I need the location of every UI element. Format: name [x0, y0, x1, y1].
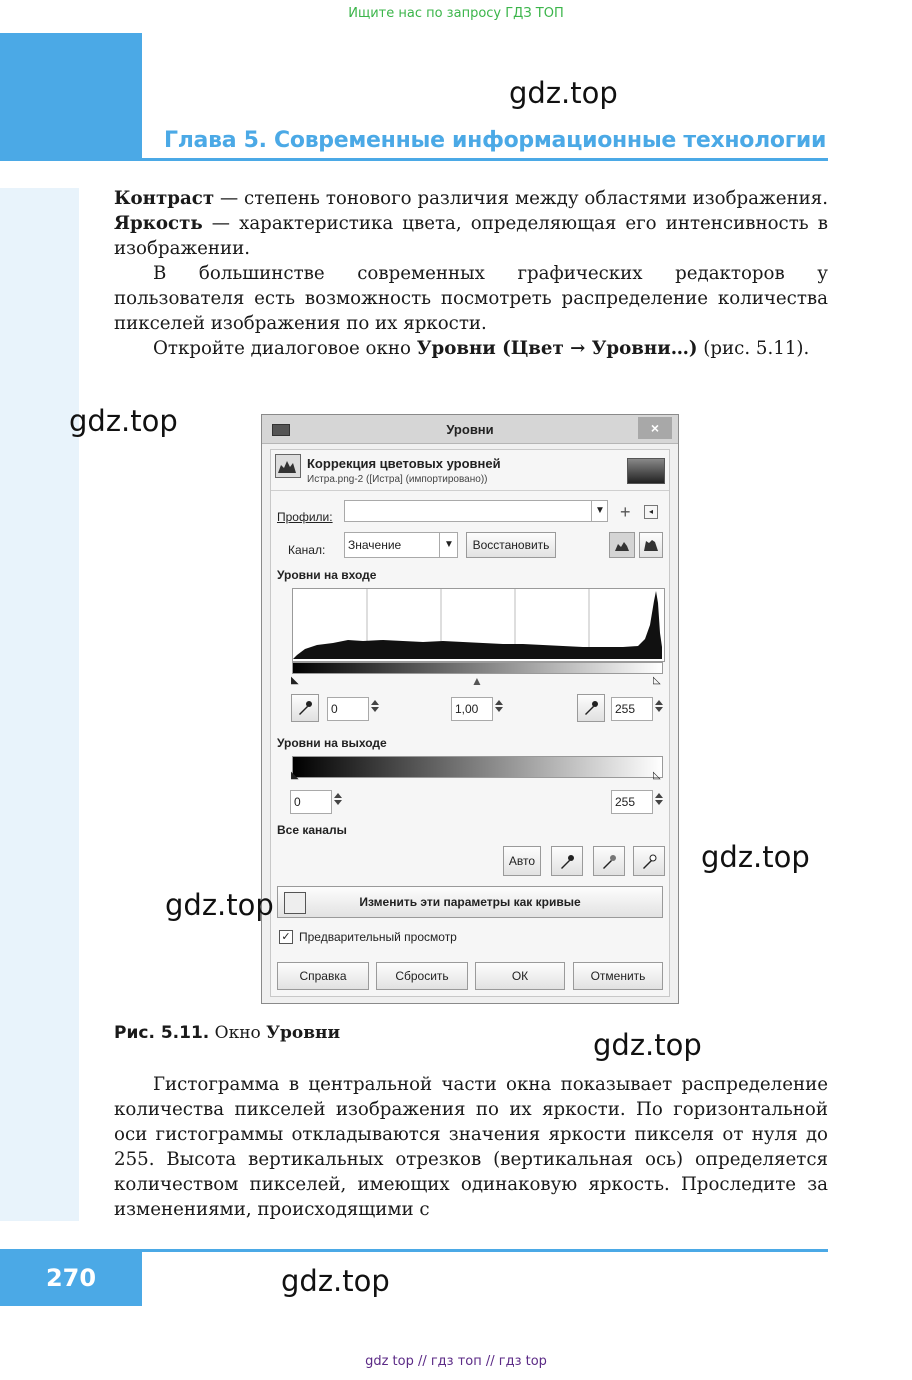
- term-contrast: Контраст: [114, 188, 215, 209]
- curves-icon: [284, 892, 306, 914]
- caption-bold: Уровни: [266, 1023, 341, 1043]
- profiles-label: Профили:: [277, 510, 333, 524]
- input-gradient-bar: [292, 662, 663, 674]
- text: Откройте диалоговое окно: [153, 338, 417, 359]
- edit-as-curves-label: Изменить эти параметры как кривые: [359, 895, 581, 909]
- profiles-select[interactable]: [344, 500, 608, 522]
- output-gradient-bar: [292, 756, 663, 778]
- white-point-handle[interactable]: ◺: [653, 675, 661, 686]
- edit-as-curves-button[interactable]: [277, 886, 663, 918]
- menu-path: Уровни (Цвет → Уровни…): [416, 338, 698, 359]
- levels-dialog: [261, 414, 679, 1004]
- figure-caption: [114, 1023, 340, 1043]
- reset-button[interactable]: Сбросить: [376, 962, 468, 990]
- text: — характеристика цвета, определяющая его интенсивность в изображении.: [114, 213, 828, 259]
- output-high-field[interactable]: 255: [611, 790, 653, 814]
- watermark: gdz.top: [281, 1264, 390, 1298]
- spin-icon[interactable]: [494, 698, 504, 720]
- all-channels-label: Все каналы: [277, 823, 347, 837]
- dialog-titlebar: [262, 415, 678, 444]
- watermark: gdz.top: [593, 1028, 702, 1062]
- image-thumbnail: [627, 458, 665, 484]
- reset-channel-button[interactable]: Восстановить: [466, 532, 556, 558]
- chapter-rule: [0, 158, 828, 161]
- page-number: 270: [0, 1249, 142, 1306]
- dialog-title: Уровни: [446, 422, 494, 437]
- output-white-handle[interactable]: ◺: [653, 770, 661, 781]
- paragraph: В большинстве современных графических редакторов у пользователя есть возможность посмотреть распределение количества пикселей изображения по их яркости.: [114, 263, 828, 334]
- watermark: gdz.top: [69, 404, 178, 438]
- dialog-heading: Коррекция цветовых уровней: [307, 456, 501, 471]
- watermark: gdz.top: [509, 76, 618, 110]
- text: — степень тонового различия между областями изображения.: [214, 188, 828, 209]
- spin-icon[interactable]: [654, 791, 664, 813]
- add-icon[interactable]: +: [620, 502, 631, 522]
- input-high-field[interactable]: 255: [611, 697, 653, 721]
- text: (рис. 5.11).: [697, 338, 810, 359]
- ok-button[interactable]: ОК: [475, 962, 565, 990]
- paragraph: Гистограмма в центральной части окна показывает распределение количества пикселей изображения по их яркости. По горизонтальной оси гистограммы откладываются значения яркости пикселя от нуля до 255. Высота вертикальных отрезков (вертикальная ось) определяется количеством пикселей, имеющих одинаковую яркость. Проследите за изменениями, происходящими с: [114, 1074, 828, 1220]
- body-text-top: [114, 186, 828, 361]
- gray-eyedropper-icon[interactable]: [593, 846, 625, 876]
- output-levels-label: Уровни на выходе: [277, 736, 387, 750]
- help-button[interactable]: Справка: [277, 962, 369, 990]
- input-low-field[interactable]: 0: [327, 697, 369, 721]
- channel-label: Канал:: [288, 543, 326, 557]
- watermark: gdz.top: [165, 888, 274, 922]
- preview-checkbox[interactable]: ✓: [279, 930, 293, 944]
- input-levels-label: Уровни на входе: [277, 568, 377, 582]
- gamma-handle[interactable]: ▲: [471, 674, 483, 688]
- white-eyedropper-icon[interactable]: [633, 846, 665, 876]
- watermark: gdz.top: [701, 840, 810, 874]
- spin-icon[interactable]: [370, 698, 380, 720]
- bottom-note: gdz top // гдз топ // гдз top: [365, 1354, 547, 1369]
- margin-strip: [0, 188, 79, 1221]
- caption-text: Окно: [209, 1023, 267, 1043]
- black-eyedropper-icon[interactable]: [291, 694, 319, 722]
- linear-histogram-icon[interactable]: [609, 532, 635, 558]
- cancel-button[interactable]: Отменить: [573, 962, 663, 990]
- dialog-body: [270, 449, 670, 997]
- levels-icon: [275, 454, 301, 478]
- black-point-handle[interactable]: ◣: [291, 675, 299, 686]
- chevron-down-icon[interactable]: ▼: [591, 501, 608, 521]
- figure-number: Рис. 5.11.: [114, 1023, 210, 1043]
- histogram: [292, 588, 665, 662]
- dialog-subheading: Истра.png-2 ([Истра] (импортировано)): [307, 474, 488, 485]
- divider: [271, 490, 669, 491]
- channel-select[interactable]: Значение: [344, 532, 458, 558]
- log-histogram-icon[interactable]: [639, 532, 663, 558]
- auto-button[interactable]: Авто: [503, 846, 541, 876]
- top-note: Ищите нас по запросу ГДЗ ТОП: [348, 6, 564, 21]
- chapter-color-block: [0, 33, 142, 161]
- output-black-handle[interactable]: ◣: [291, 770, 299, 781]
- term-brightness: Яркость: [114, 213, 203, 234]
- spin-icon[interactable]: [333, 791, 343, 813]
- white-eyedropper-icon[interactable]: [577, 694, 605, 722]
- menu-arrow-icon[interactable]: ◂: [644, 505, 658, 519]
- body-text-bottom: [114, 1072, 828, 1222]
- preview-label: Предварительный просмотр: [299, 930, 457, 944]
- chapter-title: Глава 5. Современные информационные технологии: [164, 128, 827, 153]
- chevron-down-icon[interactable]: ▼: [439, 533, 458, 557]
- close-button[interactable]: ×: [638, 417, 672, 439]
- spin-icon[interactable]: [654, 698, 664, 720]
- gamma-field[interactable]: 1,00: [451, 697, 493, 721]
- black-eyedropper-icon[interactable]: [551, 846, 583, 876]
- output-low-field[interactable]: 0: [290, 790, 332, 814]
